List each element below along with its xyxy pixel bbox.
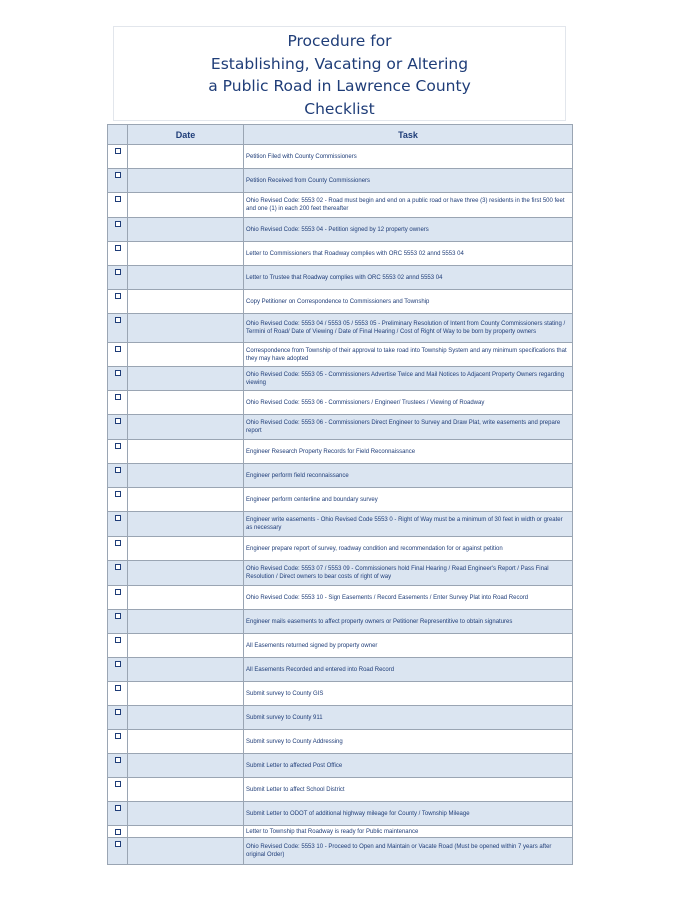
checkbox-icon[interactable] xyxy=(115,540,121,546)
task-cell: Engineer Research Property Records for Field Reconnaissance xyxy=(244,440,573,464)
task-checkbox-cell[interactable] xyxy=(108,778,128,802)
task-checkbox-cell[interactable] xyxy=(108,610,128,634)
checkbox-icon[interactable] xyxy=(115,733,121,739)
task-cell: All Easements returned signed by property owner xyxy=(244,634,573,658)
checkbox-icon[interactable] xyxy=(115,418,121,424)
task-cell: Copy Petitioner on Correspondence to Commissioners and Township xyxy=(244,290,573,314)
title-line-3: a Public Road in Lawrence County xyxy=(208,77,471,95)
checkbox-icon[interactable] xyxy=(115,491,121,497)
document-title xyxy=(113,26,566,121)
title-line-4: Checklist xyxy=(304,99,375,118)
date-cell[interactable] xyxy=(128,610,244,634)
checkbox-icon[interactable] xyxy=(115,841,121,847)
task-cell: All Easements Recorded and entered into Road Record xyxy=(244,658,573,682)
task-checkbox-cell[interactable] xyxy=(108,730,128,754)
checkbox-icon[interactable] xyxy=(115,443,121,449)
date-cell[interactable] xyxy=(128,290,244,314)
checkbox-icon[interactable] xyxy=(115,467,121,473)
checkbox-icon[interactable] xyxy=(115,269,121,275)
checkbox-column-header xyxy=(108,125,128,145)
date-cell[interactable] xyxy=(128,778,244,802)
checkbox-icon[interactable] xyxy=(115,148,121,154)
task-checkbox-cell[interactable] xyxy=(108,537,128,561)
date-cell[interactable] xyxy=(128,440,244,464)
date-column-header: Date xyxy=(128,125,244,145)
title-line-2: Establishing, Vacating or Altering xyxy=(210,54,469,73)
task-checkbox-cell[interactable] xyxy=(108,367,128,391)
date-cell[interactable] xyxy=(128,343,244,367)
date-cell[interactable] xyxy=(128,169,244,193)
table-row xyxy=(108,561,573,586)
table-row xyxy=(108,826,573,838)
table-row xyxy=(108,537,573,561)
date-cell[interactable] xyxy=(128,537,244,561)
task-cell: Engineer perform field reconnaissance xyxy=(244,464,573,488)
task-checkbox-cell[interactable] xyxy=(108,826,128,838)
checkbox-icon[interactable] xyxy=(115,221,121,227)
date-cell[interactable] xyxy=(128,367,244,391)
task-checkbox-cell[interactable] xyxy=(108,802,128,826)
table-row xyxy=(108,440,573,464)
date-cell[interactable] xyxy=(128,658,244,682)
task-checkbox-cell[interactable] xyxy=(108,193,128,218)
checkbox-icon[interactable] xyxy=(115,829,121,835)
date-cell[interactable] xyxy=(128,193,244,218)
table-row xyxy=(108,706,573,730)
date-cell[interactable] xyxy=(128,634,244,658)
task-checkbox-cell[interactable] xyxy=(108,169,128,193)
date-cell[interactable] xyxy=(128,838,244,865)
task-cell: Submit survey to County GIS xyxy=(244,682,573,706)
task-cell: Letter to Trustee that Roadway complies with ORC 5553 02 annd 5553 04 xyxy=(244,266,573,290)
task-cell: Submit survey to County 911 xyxy=(244,706,573,730)
table-row xyxy=(108,343,573,367)
checkbox-icon[interactable] xyxy=(115,370,121,376)
date-cell[interactable] xyxy=(128,314,244,343)
checkbox-icon[interactable] xyxy=(115,346,121,352)
task-checkbox-cell[interactable] xyxy=(108,512,128,537)
checkbox-icon[interactable] xyxy=(115,293,121,299)
task-cell: Submit Letter to ODOT of additional highway mileage for County / Township Mileage xyxy=(244,802,573,826)
date-cell[interactable] xyxy=(128,145,244,169)
task-cell: Ohio Revised Code: 5553 07 / 5553 09 - Commissioners hold Final Hearing / Read Engineer's Report / Pass Final Resolution / Direct owners to bear costs of right of way xyxy=(244,561,573,586)
checkbox-icon[interactable] xyxy=(115,589,121,595)
task-checkbox-cell[interactable] xyxy=(108,266,128,290)
task-checkbox-cell[interactable] xyxy=(108,440,128,464)
task-cell: Submit Letter to affected Post Office xyxy=(244,754,573,778)
task-cell: Ohio Revised Code: 5553 04 / 5553 05 / 5553 05 - Preliminary Resolution of Intent from County Commissioners stating / Termini of Road/ Date of Viewing / Date of Final Hearing / Cost of Right of Way to be born by property owners xyxy=(244,314,573,343)
table-row xyxy=(108,391,573,415)
checkbox-icon[interactable] xyxy=(115,317,121,323)
date-cell[interactable] xyxy=(128,826,244,838)
task-cell: Letter to Commissioners that Roadway complies with ORC 5553 02 annd 5553 04 xyxy=(244,242,573,266)
date-cell[interactable] xyxy=(128,802,244,826)
task-checkbox-cell[interactable] xyxy=(108,464,128,488)
table-row xyxy=(108,682,573,706)
table-row xyxy=(108,193,573,218)
task-cell: Ohio Revised Code: 5553 10 - Sign Easements / Record Easements / Enter Survey Plat into Road Record xyxy=(244,586,573,610)
table-row xyxy=(108,778,573,802)
table-row xyxy=(108,610,573,634)
checkbox-icon[interactable] xyxy=(115,661,121,667)
checkbox-icon[interactable] xyxy=(115,781,121,787)
task-checkbox-cell[interactable] xyxy=(108,706,128,730)
task-checkbox-cell[interactable] xyxy=(108,290,128,314)
date-cell[interactable] xyxy=(128,464,244,488)
table-row xyxy=(108,838,573,865)
task-checkbox-cell[interactable] xyxy=(108,343,128,367)
task-checkbox-cell[interactable] xyxy=(108,658,128,682)
task-cell: Petition Filed with County Commissioners xyxy=(244,145,573,169)
task-cell: Ohio Revised Code: 5553 04 - Petition signed by 12 property owners xyxy=(244,218,573,242)
task-checkbox-cell[interactable] xyxy=(108,218,128,242)
table-row xyxy=(108,488,573,512)
date-cell[interactable] xyxy=(128,488,244,512)
task-cell: Submit survey to County Addressing xyxy=(244,730,573,754)
checkbox-icon[interactable] xyxy=(115,637,121,643)
date-cell[interactable] xyxy=(128,391,244,415)
task-checkbox-cell[interactable] xyxy=(108,415,128,440)
task-checkbox-cell[interactable] xyxy=(108,314,128,343)
task-checkbox-cell[interactable] xyxy=(108,634,128,658)
table-row xyxy=(108,754,573,778)
task-column-header: Task xyxy=(244,125,573,145)
date-cell[interactable] xyxy=(128,512,244,537)
date-cell[interactable] xyxy=(128,730,244,754)
task-cell: Letter to Township that Roadway is ready for Public maintenance xyxy=(244,826,573,838)
task-cell: Correspondence from Township of their approval to take road into Township System and any minimum specifications that they may have adopted xyxy=(244,343,573,367)
checkbox-icon[interactable] xyxy=(115,757,121,763)
table-row xyxy=(108,169,573,193)
date-cell[interactable] xyxy=(128,218,244,242)
checkbox-icon[interactable] xyxy=(115,685,121,691)
task-cell: Ohio Revised Code: 5553 06 - Commissioners Direct Engineer to Survey and Draw Plat, write easements and prepare report xyxy=(244,415,573,440)
date-cell[interactable] xyxy=(128,266,244,290)
checkbox-icon[interactable] xyxy=(115,172,121,178)
table-row xyxy=(108,242,573,266)
checklist-table xyxy=(107,124,573,865)
task-cell: Submit Letter to affect School District xyxy=(244,778,573,802)
task-checkbox-cell[interactable] xyxy=(108,488,128,512)
table-header-row xyxy=(108,125,573,145)
table-row xyxy=(108,266,573,290)
task-checkbox-cell[interactable] xyxy=(108,391,128,415)
table-row xyxy=(108,290,573,314)
checkbox-icon[interactable] xyxy=(115,245,121,251)
table-row xyxy=(108,145,573,169)
task-cell: Engineer prepare report of survey, roadway condition and recommendation for or against petition xyxy=(244,537,573,561)
task-cell: Ohio Revised Code: 5553 10 - Proceed to Open and Maintain or Vacate Road (Must be opened within 7 years after original Order) xyxy=(244,838,573,865)
checkbox-icon[interactable] xyxy=(115,564,121,570)
table-row xyxy=(108,634,573,658)
date-cell[interactable] xyxy=(128,754,244,778)
task-cell: Ohio Revised Code: 5553 05 - Commissioners Advertise Twice and Mail Notices to Adjacent Property Owners regarding viewing xyxy=(244,367,573,391)
task-checkbox-cell[interactable] xyxy=(108,145,128,169)
table-row xyxy=(108,218,573,242)
checkbox-icon[interactable] xyxy=(115,515,121,521)
checkbox-icon[interactable] xyxy=(115,196,121,202)
table-row xyxy=(108,367,573,391)
table-row xyxy=(108,314,573,343)
table-row xyxy=(108,658,573,682)
date-cell[interactable] xyxy=(128,415,244,440)
task-checkbox-cell[interactable] xyxy=(108,754,128,778)
table-row xyxy=(108,802,573,826)
task-checkbox-cell[interactable] xyxy=(108,242,128,266)
checkbox-icon[interactable] xyxy=(115,709,121,715)
table-row xyxy=(108,415,573,440)
task-checkbox-cell[interactable] xyxy=(108,586,128,610)
table-row xyxy=(108,586,573,610)
date-cell[interactable] xyxy=(128,682,244,706)
table-row xyxy=(108,464,573,488)
task-cell: Ohio Revised Code: 5553 02 - Road must begin and end on a public road or have three (3) residents in the first 500 feet and one (1) in each 200 feet thereafter xyxy=(244,193,573,218)
task-cell: Engineer write easements - Ohio Revised Code 5553 0 - Right of Way must be a minimum of 30 feet in width or greater as necessary xyxy=(244,512,573,537)
task-checkbox-cell[interactable] xyxy=(108,682,128,706)
task-cell: Ohio Revised Code: 5553 06 - Commissioners / Engineer/ Trustees / Viewing of Roadway xyxy=(244,391,573,415)
table-row xyxy=(108,512,573,537)
date-cell[interactable] xyxy=(128,706,244,730)
checkbox-icon[interactable] xyxy=(115,613,121,619)
task-cell: Engineer mails easements to affect property owners or Petitioner Representitive to obtain signatures xyxy=(244,610,573,634)
table-row xyxy=(108,730,573,754)
title-line-1: Procedure for xyxy=(287,32,392,50)
date-cell[interactable] xyxy=(128,561,244,586)
task-cell: Petition Received from County Commissioners xyxy=(244,169,573,193)
checkbox-icon[interactable] xyxy=(115,805,121,811)
task-checkbox-cell[interactable] xyxy=(108,838,128,865)
date-cell[interactable] xyxy=(128,242,244,266)
task-cell: Engineer perform centerline and boundary survey xyxy=(244,488,573,512)
checkbox-icon[interactable] xyxy=(115,394,121,400)
task-checkbox-cell[interactable] xyxy=(108,561,128,586)
date-cell[interactable] xyxy=(128,586,244,610)
